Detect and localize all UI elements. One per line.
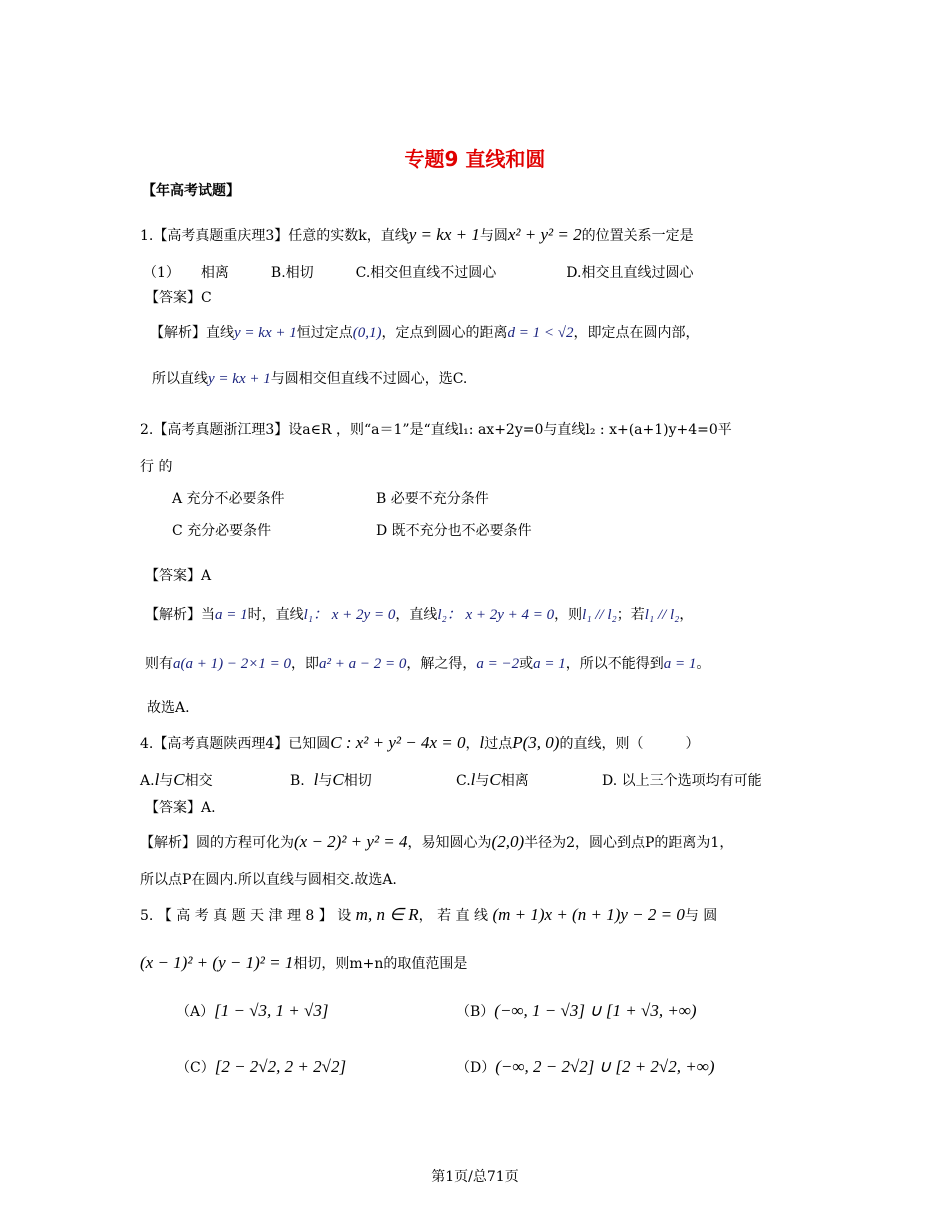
question-4-option-b: B. l与C相切	[290, 770, 372, 789]
question-1-answer: 【答案】C	[145, 290, 212, 306]
question-2-analysis-line2: 则有a(a + 1) − 2×1 = 0，即a² + a − 2 = 0，解之得，a = −2或a = 1，所以不能得到a = 1。	[145, 656, 711, 672]
question-2-option-b: B 必要不充分条件	[376, 491, 489, 507]
question-5-stem-line2: (x − 1)² + (y − 1)² = 1相切，则m+n的取值范围是	[140, 953, 468, 972]
question-4-option-d: D. 以上三个选项均有可能	[602, 773, 762, 789]
question-2-option-d: D 既不充分也不必要条件	[376, 523, 532, 539]
question-2-answer: 【答案】A	[145, 568, 212, 584]
question-4-stem: 4.【高考真题陕西理4】已知圆C : x² + y² − 4x = 0，l过点P(3, 0)的直线，则（ ）	[140, 733, 700, 752]
question-5-stem-line1: 5. 【 高 考 真 题 天 津 理 8 】 设 m, n ∈ R， 若 直 线 (m + 1)x + (n + 1)y − 2 = 0与 圆	[140, 905, 718, 924]
question-4-option-a: A.l与C相交	[140, 770, 213, 789]
question-2-analysis-line1: 【解析】当a = 1时，直线l₁： x + 2y = 0，直线l₂： x + 2y + 4 = 0，则l₁ // l₂；若l₁ // l₂，	[145, 607, 694, 623]
question-5-option-d: （D）(−∞, 2 − 2√2] ∪ [2 + 2√2, +∞)	[456, 1057, 715, 1076]
question-2-option-a: A 充分不必要条件	[172, 491, 285, 507]
question-4-analysis-line2: 所以点P在圆内.所以直线与圆相交.故选A.	[140, 872, 397, 888]
question-5-option-a: （A）[1 − √3, 1 + √3]	[176, 1001, 329, 1020]
section-heading: 【年高考试题】	[142, 183, 240, 199]
question-2-stem-line1: 2.【高考真题浙江理3】设a∈R ，则“a＝1”是“直线l₁: ax+2y=0与直线l₂ : x+(a+1)y+4=0平	[140, 422, 732, 438]
question-1-analysis-line1: 【解析】直线y = kx + 1恒过定点(0,1)，定点到圆心的距离d = 1 < √2，即定点在圆内部，	[150, 325, 700, 341]
question-1-stem: 1.【高考真题重庆理3】任意的实数k，直线y = kx + 1与圆x² + y² = 2的位置关系一定是	[140, 225, 694, 244]
question-2-option-c: C 充分必要条件	[172, 523, 272, 539]
question-5-option-c: （C）[2 − 2√2, 2 + 2√2]	[176, 1057, 347, 1076]
page-footer: 第1页/总71页	[431, 1169, 519, 1185]
question-1-analysis-line2: 所以直线y = kx + 1与圆相交但直线不过圆心，选C.	[152, 371, 468, 387]
question-2-stem-line2: 行 的	[140, 459, 173, 475]
question-4-option-c: C.l与C相离	[456, 770, 529, 789]
question-5-option-b: （B）(−∞, 1 − √3] ∪ [1 + √3, +∞)	[456, 1001, 697, 1020]
question-4-answer: 【答案】A.	[145, 800, 216, 816]
question-4-analysis-line1: 【解析】圆的方程可化为(x − 2)² + y² = 4，易知圆心为(2,0)半径为2，圆心到点P的距离为1，	[140, 832, 734, 851]
page-title: 专题9 直线和圆	[404, 147, 546, 171]
question-1-options: （1） 相离 B.相切 C.相交但直线不过圆心 D.相交且直线过圆心	[143, 265, 694, 281]
question-2-analysis-line3: 故选A.	[147, 700, 190, 716]
